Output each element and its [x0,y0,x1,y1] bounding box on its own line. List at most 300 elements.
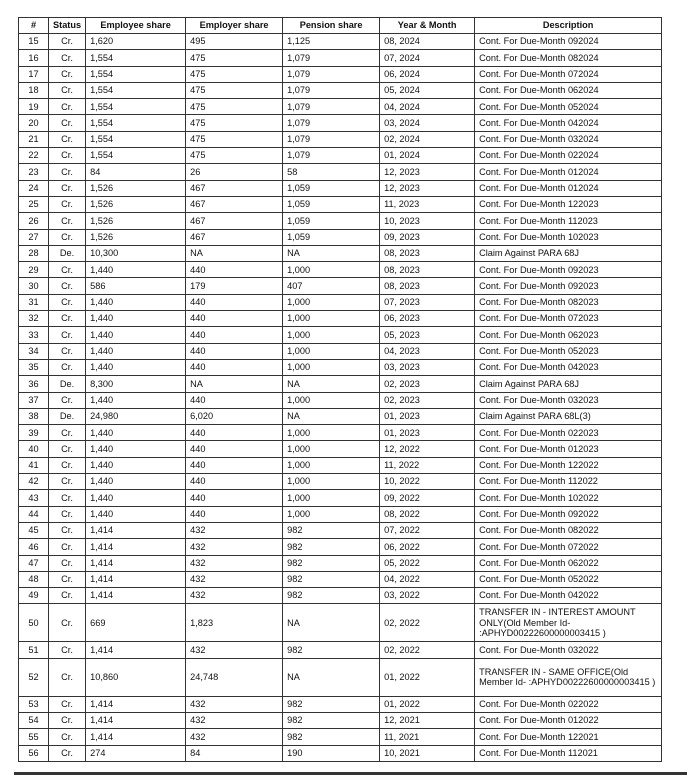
table-row [19,294,662,310]
row-index-cell: 23 [19,164,49,180]
pension-share-cell: 982 [283,539,380,555]
row-index-cell: 36 [19,376,49,392]
epf-passbook-table [18,17,662,762]
status-cell: De. [49,376,86,392]
employer-share-cell: 440 [186,294,283,310]
pension-share-cell: 1,059 [283,213,380,229]
description-cell: Cont. For Due-Month 092023 [475,262,662,278]
employee-share-cell: 586 [86,278,186,294]
status-cell: Cr. [49,180,86,196]
employer-share-cell: 467 [186,229,283,245]
table-row [19,245,662,261]
row-index-cell: 33 [19,327,49,343]
table-row [19,278,662,294]
pension-share-cell: 982 [283,696,380,712]
status-cell: Cr. [49,99,86,115]
row-index-cell: 54 [19,712,49,728]
employer-share-cell: 432 [186,588,283,604]
table-row [19,712,662,728]
table-row [19,571,662,587]
year-month-cell: 08, 2024 [380,34,475,50]
row-index-cell: 27 [19,229,49,245]
employee-share-cell: 10,860 [86,658,186,696]
table-row [19,392,662,408]
row-index-cell: 48 [19,571,49,587]
table-row [19,164,662,180]
status-cell: Cr. [49,327,86,343]
pension-share-cell: 190 [283,745,380,761]
table-row [19,196,662,212]
table-row [19,745,662,761]
employer-share-cell: 440 [186,474,283,490]
status-cell: Cr. [49,588,86,604]
employer-share-cell: 432 [186,696,283,712]
employer-share-cell: 1,823 [186,604,283,642]
pension-share-cell: 1,059 [283,229,380,245]
description-cell: Claim Against PARA 68J [475,245,662,261]
status-cell: De. [49,245,86,261]
pension-share-cell: 982 [283,555,380,571]
pension-share-cell: 982 [283,571,380,587]
table-row [19,343,662,359]
year-month-cell: 01, 2023 [380,425,475,441]
employer-share-cell: 440 [186,343,283,359]
description-cell: Cont. For Due-Month 042023 [475,359,662,375]
employee-share-cell: 274 [86,745,186,761]
year-month-cell: 07, 2022 [380,522,475,538]
employer-share-cell: 84 [186,745,283,761]
table-row [19,441,662,457]
status-cell: Cr. [49,262,86,278]
description-cell: Cont. For Due-Month 122021 [475,729,662,745]
table-row [19,180,662,196]
table-row [19,229,662,245]
employee-share-cell: 1,440 [86,294,186,310]
employer-share-cell: 475 [186,148,283,164]
row-index-cell: 17 [19,66,49,82]
employee-share-cell: 1,440 [86,506,186,522]
employer-share-cell: 475 [186,131,283,147]
description-cell: Cont. For Due-Month 092022 [475,506,662,522]
employer-share-cell: 432 [186,729,283,745]
status-cell: Cr. [49,745,86,761]
row-index-cell: 25 [19,196,49,212]
table-header-row [19,18,662,34]
year-month-cell: 06, 2022 [380,539,475,555]
status-cell: Cr. [49,148,86,164]
year-month-cell: 04, 2022 [380,571,475,587]
year-month-cell: 01, 2022 [380,696,475,712]
status-cell: Cr. [49,82,86,98]
status-cell: Cr. [49,522,86,538]
row-index-cell: 29 [19,262,49,278]
status-cell: Cr. [49,115,86,131]
table-row [19,262,662,278]
year-month-cell: 12, 2022 [380,441,475,457]
year-month-cell: 07, 2024 [380,50,475,66]
employee-share-cell: 1,440 [86,474,186,490]
employer-share-cell: 440 [186,327,283,343]
status-cell: Cr. [49,131,86,147]
description-cell: Cont. For Due-Month 082024 [475,50,662,66]
col-header-description: Description [475,18,662,34]
table-row [19,311,662,327]
row-index-cell: 20 [19,115,49,131]
employer-share-cell: 440 [186,441,283,457]
table-row [19,474,662,490]
table-row [19,131,662,147]
employer-share-cell: 467 [186,180,283,196]
status-cell: Cr. [49,490,86,506]
pension-share-cell: 1,079 [283,82,380,98]
description-cell: Cont. For Due-Month 052024 [475,99,662,115]
pension-share-cell: 1,125 [283,34,380,50]
table-row [19,82,662,98]
year-month-cell: 05, 2022 [380,555,475,571]
pension-share-cell: 1,000 [283,327,380,343]
pension-share-cell: NA [283,658,380,696]
status-cell: Cr. [49,66,86,82]
employer-share-cell: 440 [186,262,283,278]
year-month-cell: 02, 2023 [380,376,475,392]
pension-share-cell: 1,079 [283,148,380,164]
employee-share-cell: 1,554 [86,99,186,115]
pension-share-cell: 1,000 [283,441,380,457]
description-cell: Cont. For Due-Month 082023 [475,294,662,310]
col-header-status: Status [49,18,86,34]
pension-share-cell: 1,000 [283,506,380,522]
year-month-cell: 09, 2022 [380,490,475,506]
description-cell: Cont. For Due-Month 052022 [475,571,662,587]
employee-share-cell: 1,414 [86,588,186,604]
employer-share-cell: 440 [186,359,283,375]
table-row [19,408,662,424]
row-index-cell: 43 [19,490,49,506]
employee-share-cell: 1,554 [86,131,186,147]
table-row [19,658,662,696]
pension-share-cell: NA [283,408,380,424]
status-cell: Cr. [49,506,86,522]
status-cell: Cr. [49,278,86,294]
description-cell: Cont. For Due-Month 022023 [475,425,662,441]
bottom-divider [14,772,687,775]
table-row [19,327,662,343]
year-month-cell: 03, 2022 [380,588,475,604]
row-index-cell: 37 [19,392,49,408]
row-index-cell: 49 [19,588,49,604]
pension-share-cell: 1,000 [283,392,380,408]
year-month-cell: 12, 2021 [380,712,475,728]
table-row [19,66,662,82]
row-index-cell: 53 [19,696,49,712]
table-row [19,604,662,642]
description-cell: Cont. For Due-Month 092023 [475,278,662,294]
status-cell: Cr. [49,164,86,180]
row-index-cell: 31 [19,294,49,310]
row-index-cell: 46 [19,539,49,555]
employer-share-cell: 432 [186,712,283,728]
employer-share-cell: 440 [186,425,283,441]
year-month-cell: 08, 2022 [380,506,475,522]
table-row [19,213,662,229]
employee-share-cell: 1,414 [86,555,186,571]
description-cell: Cont. For Due-Month 122023 [475,196,662,212]
year-month-cell: 10, 2022 [380,474,475,490]
table-row [19,115,662,131]
year-month-cell: 10, 2023 [380,213,475,229]
employee-share-cell: 1,554 [86,50,186,66]
status-cell: Cr. [49,392,86,408]
description-cell: Cont. For Due-Month 032024 [475,131,662,147]
row-index-cell: 41 [19,457,49,473]
table-row [19,506,662,522]
description-cell: Cont. For Due-Month 102022 [475,490,662,506]
pension-share-cell: 1,079 [283,50,380,66]
year-month-cell: 12, 2023 [380,180,475,196]
pension-share-cell: 982 [283,588,380,604]
employee-share-cell: 669 [86,604,186,642]
employee-share-cell: 1,526 [86,180,186,196]
row-index-cell: 38 [19,408,49,424]
status-cell: Cr. [49,441,86,457]
year-month-cell: 01, 2024 [380,148,475,164]
year-month-cell: 02, 2022 [380,642,475,658]
description-cell: Cont. For Due-Month 112021 [475,745,662,761]
description-cell: Cont. For Due-Month 072022 [475,539,662,555]
employee-share-cell: 1,440 [86,441,186,457]
pension-share-cell: 1,059 [283,196,380,212]
employer-share-cell: 467 [186,196,283,212]
col-header-employer-share: Employer share [186,18,283,34]
row-index-cell: 39 [19,425,49,441]
year-month-cell: 03, 2023 [380,359,475,375]
employer-share-cell: NA [186,376,283,392]
status-cell: Cr. [49,311,86,327]
employer-share-cell: 432 [186,642,283,658]
description-cell: Cont. For Due-Month 072024 [475,66,662,82]
pension-share-cell: 1,000 [283,343,380,359]
table-row [19,729,662,745]
table-row [19,99,662,115]
year-month-cell: 08, 2023 [380,262,475,278]
pension-share-cell: 1,079 [283,115,380,131]
description-cell: Cont. For Due-Month 022022 [475,696,662,712]
year-month-cell: 11, 2021 [380,729,475,745]
pension-share-cell: 982 [283,712,380,728]
pension-share-cell: 982 [283,729,380,745]
employee-share-cell: 84 [86,164,186,180]
status-cell: Cr. [49,474,86,490]
status-cell: Cr. [49,50,86,66]
table-row [19,522,662,538]
pension-share-cell: 1,079 [283,66,380,82]
employee-share-cell: 1,554 [86,66,186,82]
table-row [19,642,662,658]
row-index-cell: 32 [19,311,49,327]
employee-share-cell: 1,414 [86,729,186,745]
table-row [19,490,662,506]
row-index-cell: 24 [19,180,49,196]
employee-share-cell: 1,526 [86,196,186,212]
table-row [19,376,662,392]
row-index-cell: 47 [19,555,49,571]
description-cell: Cont. For Due-Month 082022 [475,522,662,538]
status-cell: Cr. [49,696,86,712]
year-month-cell: 06, 2023 [380,311,475,327]
row-index-cell: 35 [19,359,49,375]
employer-share-cell: 179 [186,278,283,294]
employer-share-cell: 440 [186,457,283,473]
table-row [19,539,662,555]
employee-share-cell: 1,414 [86,712,186,728]
description-cell: Cont. For Due-Month 042022 [475,588,662,604]
table-row [19,425,662,441]
status-cell: Cr. [49,34,86,50]
employer-share-cell: 440 [186,490,283,506]
employer-share-cell: NA [186,245,283,261]
status-cell: Cr. [49,213,86,229]
status-cell: Cr. [49,294,86,310]
row-index-cell: 50 [19,604,49,642]
table-row [19,696,662,712]
description-cell: Cont. For Due-Month 012022 [475,712,662,728]
row-index-cell: 26 [19,213,49,229]
row-index-cell: 18 [19,82,49,98]
col-header-index: # [19,18,49,34]
description-cell: Claim Against PARA 68L(3) [475,408,662,424]
employee-share-cell: 1,526 [86,213,186,229]
description-cell: Cont. For Due-Month 012024 [475,180,662,196]
employer-share-cell: 495 [186,34,283,50]
employer-share-cell: 24,748 [186,658,283,696]
employer-share-cell: 475 [186,99,283,115]
employer-share-cell: 432 [186,539,283,555]
employee-share-cell: 1,440 [86,311,186,327]
description-cell: Cont. For Due-Month 052023 [475,343,662,359]
status-cell: Cr. [49,457,86,473]
description-cell: Cont. For Due-Month 112023 [475,213,662,229]
year-month-cell: 08, 2023 [380,245,475,261]
employee-share-cell: 1,440 [86,425,186,441]
employee-share-cell: 24,980 [86,408,186,424]
pension-share-cell: 1,000 [283,311,380,327]
status-cell: Cr. [49,729,86,745]
year-month-cell: 02, 2024 [380,131,475,147]
row-index-cell: 44 [19,506,49,522]
employee-share-cell: 1,440 [86,262,186,278]
table-row [19,555,662,571]
row-index-cell: 28 [19,245,49,261]
description-cell: Cont. For Due-Month 012024 [475,164,662,180]
description-cell: Cont. For Due-Month 102023 [475,229,662,245]
employee-share-cell: 1,414 [86,539,186,555]
year-month-cell: 05, 2024 [380,82,475,98]
table-row [19,588,662,604]
status-cell: Cr. [49,425,86,441]
description-cell: Claim Against PARA 68J [475,376,662,392]
status-cell: Cr. [49,571,86,587]
year-month-cell: 11, 2022 [380,457,475,473]
employer-share-cell: 475 [186,82,283,98]
row-index-cell: 15 [19,34,49,50]
status-cell: Cr. [49,658,86,696]
col-header-year-month: Year & Month [380,18,475,34]
employee-share-cell: 1,526 [86,229,186,245]
employee-share-cell: 1,440 [86,343,186,359]
status-cell: Cr. [49,359,86,375]
status-cell: De. [49,408,86,424]
status-cell: Cr. [49,604,86,642]
employee-share-cell: 1,620 [86,34,186,50]
employee-share-cell: 1,440 [86,327,186,343]
pension-share-cell: 1,059 [283,180,380,196]
pension-share-cell: 1,000 [283,262,380,278]
employer-share-cell: 467 [186,213,283,229]
pension-share-cell: 407 [283,278,380,294]
pension-share-cell: 1,079 [283,131,380,147]
pension-share-cell: 1,000 [283,457,380,473]
employee-share-cell: 1,414 [86,642,186,658]
year-month-cell: 12, 2023 [380,164,475,180]
year-month-cell: 02, 2023 [380,392,475,408]
pension-share-cell: 982 [283,522,380,538]
description-cell: Cont. For Due-Month 112022 [475,474,662,490]
col-header-pension-share: Pension share [283,18,380,34]
row-index-cell: 55 [19,729,49,745]
description-cell: Cont. For Due-Month 092024 [475,34,662,50]
pension-share-cell: NA [283,604,380,642]
pension-share-cell: NA [283,245,380,261]
status-cell: Cr. [49,229,86,245]
year-month-cell: 05, 2023 [380,327,475,343]
employee-share-cell: 1,414 [86,522,186,538]
pension-share-cell: 1,000 [283,425,380,441]
pension-share-cell: 1,000 [283,294,380,310]
table-row [19,359,662,375]
description-cell: Cont. For Due-Month 072023 [475,311,662,327]
row-index-cell: 21 [19,131,49,147]
employer-share-cell: 440 [186,506,283,522]
employer-share-cell: 475 [186,66,283,82]
row-index-cell: 51 [19,642,49,658]
row-index-cell: 42 [19,474,49,490]
description-cell: Cont. For Due-Month 012023 [475,441,662,457]
description-cell: Cont. For Due-Month 122022 [475,457,662,473]
row-index-cell: 22 [19,148,49,164]
year-month-cell: 07, 2023 [380,294,475,310]
row-index-cell: 40 [19,441,49,457]
employer-share-cell: 475 [186,115,283,131]
employer-share-cell: 432 [186,571,283,587]
employee-share-cell: 1,554 [86,148,186,164]
status-cell: Cr. [49,642,86,658]
year-month-cell: 10, 2021 [380,745,475,761]
employer-share-cell: 432 [186,522,283,538]
description-cell: Cont. For Due-Month 062024 [475,82,662,98]
table-row [19,457,662,473]
table-row [19,34,662,50]
description-cell: Cont. For Due-Month 062023 [475,327,662,343]
employer-share-cell: 26 [186,164,283,180]
row-index-cell: 56 [19,745,49,761]
table-row [19,50,662,66]
pension-share-cell: 58 [283,164,380,180]
status-cell: Cr. [49,196,86,212]
employee-share-cell: 1,440 [86,392,186,408]
year-month-cell: 04, 2023 [380,343,475,359]
employee-share-cell: 10,300 [86,245,186,261]
status-cell: Cr. [49,539,86,555]
